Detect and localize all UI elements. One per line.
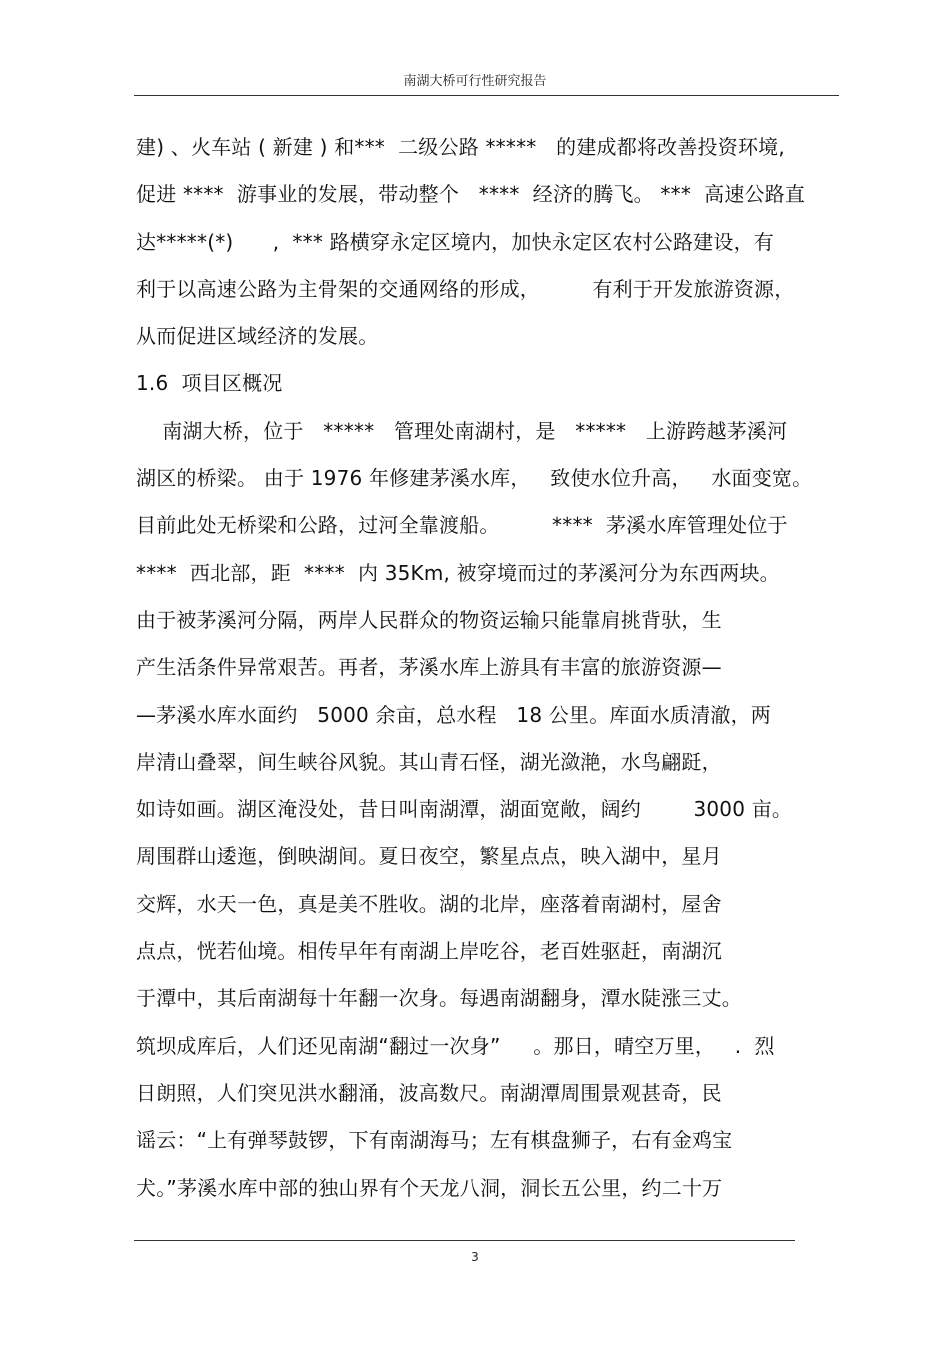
- body-line: 如诗如画。湖区淹没处，昔日叫南湖潭，湖面宽敞，阔约 3000 亩。: [136, 797, 793, 822]
- body-line: 湖区的桥梁。 由于 1976 年修建茅溪水库， 致使水位升高， 水面变宽。: [136, 466, 813, 491]
- body-line: 产生活条件异常艰苦。再者，茅溪水库上游具有丰富的旅游资源—: [136, 655, 722, 680]
- page-number: 3: [471, 1250, 479, 1264]
- body-line: **** 西北部，距 **** 内 35Km, 被穿境而过的茅溪河分为东西两块。: [136, 560, 780, 585]
- document-body: [136, 124, 836, 1212]
- body-line: 岸清山叠翠，间生峡谷风貌。其山青石怪，湖光潋滟，水鸟翩跹，: [136, 749, 722, 774]
- body-line: 谣云：“上有弹琴鼓锣，下有南湖海马；左有棋盘狮子，右有金鸡宝: [136, 1128, 733, 1153]
- page-header-title: 南湖大桥可行性研究报告: [403, 74, 547, 89]
- body-line: 犬。”茅溪水库中部的独山界有个天龙八洞，洞长五公里，约二十万: [136, 1175, 723, 1200]
- body-line: —茅溪水库水面约 5000 余亩，总水程 18 公里。库面水质清澈，两: [136, 702, 772, 727]
- body-line: 达*****(*) , *** 路横穿永定区境内，加快永定区农村公路建设，有: [136, 229, 774, 254]
- body-line: 从而促进区域经济的发展。: [136, 324, 379, 349]
- footer-divider: [134, 1240, 795, 1241]
- header-divider: [134, 95, 839, 96]
- body-line: 建) 、火车站 ( 新建 ) 和*** 二级公路 ***** 的建成都将改善投资环境,: [136, 135, 785, 159]
- body-line: 促进 **** 游事业的发展，带动整个 **** 经济的腾飞。 *** 高速公路直: [136, 182, 806, 207]
- body-line: 点点，恍若仙境。相传早年有南湖上岸吃谷，老百姓驱赶，南湖沉: [136, 939, 722, 964]
- body-line: 由于被茅溪河分隔，两岸人民群众的物资运输只能靠肩挑背驮，生: [136, 607, 722, 632]
- section-heading: 1.6 项目区概况: [136, 371, 283, 396]
- body-line: 日朗照，人们突见洪水翻涌，波高数尺。南湖潭周围景观甚奇，民: [136, 1080, 722, 1105]
- body-line: 交辉，水天一色，真是美不胜收。湖的北岸，座落着南湖村，屋舍: [136, 891, 722, 916]
- body-line: 筑坝成库后，人们还见南湖“翻过一次身” 。那日，晴空万里， . 烈: [136, 1033, 775, 1058]
- body-line: 于潭中，其后南湖每十年翻一次身。每遇南湖翻身，潭水陡涨三丈。: [136, 986, 742, 1011]
- body-line: 利于以高速公路为主骨架的交通网络的形成， 有利于开发旅游资源，: [136, 276, 795, 301]
- body-line: 目前此处无桥梁和公路，过河全靠渡船。 **** 茅溪水库管理处位于: [136, 513, 788, 538]
- body-line: 周围群山逶迤，倒映湖间。夏日夜空，繁星点点，映入湖中，星月: [136, 844, 722, 869]
- body-line: 南湖大桥，位于 ***** 管理处南湖村，是 ***** 上游跨越茅溪河: [136, 418, 788, 443]
